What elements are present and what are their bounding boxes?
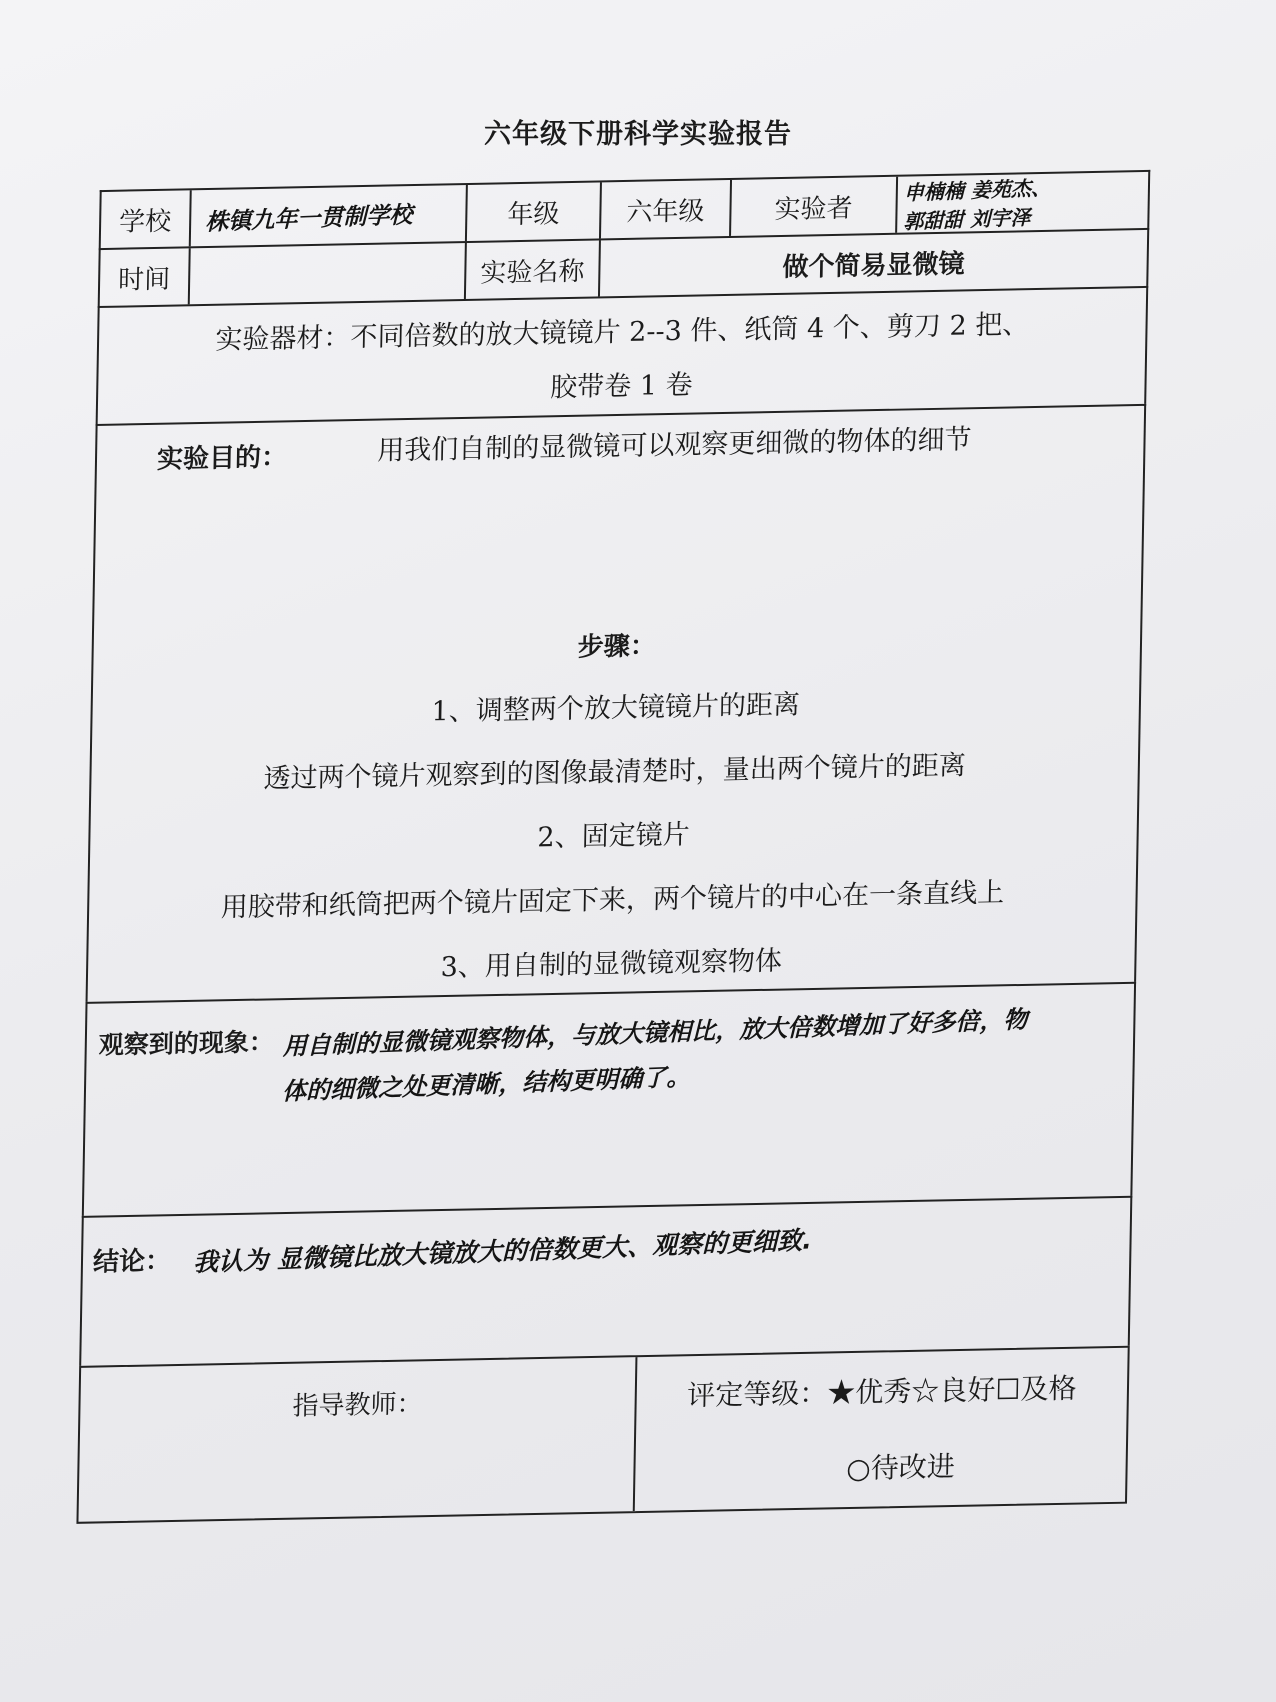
experimenters-cell — [897, 172, 1148, 233]
teacher-label: 指导教师： — [292, 1389, 423, 1422]
conclusion-text: 我认为 显微镜比放大镜放大的倍数更大、观察的更细致. — [193, 1225, 812, 1278]
school-value: 株镇九年一贯制学校 — [205, 201, 413, 236]
teacher-cell — [78, 1357, 637, 1522]
conclusion-row — [79, 1196, 1132, 1366]
materials-line1: 实验器材：不同倍数的放大镜镜片 2--3 件、纸筒 4 个、剪刀 2 把、 — [215, 309, 1030, 356]
grade-label: 年级 — [467, 182, 602, 241]
observation-line2: 体的细微之处更清晰，结构更明确了。 — [282, 1062, 691, 1106]
purpose-steps-row — [86, 404, 1147, 1002]
exp-name-label: 实验名称 — [466, 240, 601, 299]
observation-row — [82, 982, 1136, 1216]
footer-row — [76, 1346, 1129, 1524]
school-label: 学校 — [101, 190, 192, 248]
observation-label: 观察到的现象： — [98, 1027, 275, 1060]
step-1-detail: 透过两个镜片观察到的图像最清楚时，量出两个镜片的距离 — [263, 750, 967, 795]
purpose-label: 实验目的： — [156, 442, 288, 475]
rating-options: 评定等级：★优秀☆良好☐及格 — [686, 1371, 1077, 1413]
grade-value: 六年级 — [601, 180, 732, 238]
rating-option-improve: ○待改进 — [846, 1450, 956, 1486]
school-value-cell — [191, 185, 468, 246]
observation-line1: 用自制的显微镜观察物体，与放大镜相比，放大倍数增加了好多倍，物 — [282, 1005, 1028, 1061]
experimenters-line1: 申楠楠 姜苑杰、 — [903, 175, 1051, 205]
experimenter-label: 实验者 — [731, 177, 898, 236]
experimenters-line2: 郭甜甜 刘宇泽 — [903, 205, 1031, 234]
report-table — [75, 170, 1151, 1620]
time-value — [190, 243, 467, 304]
materials-line2: 胶带卷 1 卷 — [549, 369, 693, 404]
steps-label: 步骤： — [577, 631, 657, 663]
step-2-detail: 用胶带和纸筒把两个镜片固定下来，两个镜片的中心在一条直线上 — [220, 877, 1005, 924]
materials-row — [96, 286, 1149, 424]
document-title: 六年级下册科学实验报告 — [484, 119, 792, 150]
rating-cell — [635, 1348, 1128, 1511]
step-2-title: 2、固定镜片 — [537, 819, 690, 854]
conclusion-label: 结论： — [92, 1246, 172, 1278]
exp-name-value: 做个简易显微镜 — [782, 248, 965, 283]
step-1-title: 1、调整两个放大镜镜片的距离 — [431, 689, 801, 728]
purpose-text: 用我们自制的显微镜可以观察更细微的物体的细节 — [376, 424, 972, 467]
step-3-title: 3、用自制的显微镜观察物体 — [440, 945, 783, 984]
time-label: 时间 — [100, 248, 191, 306]
